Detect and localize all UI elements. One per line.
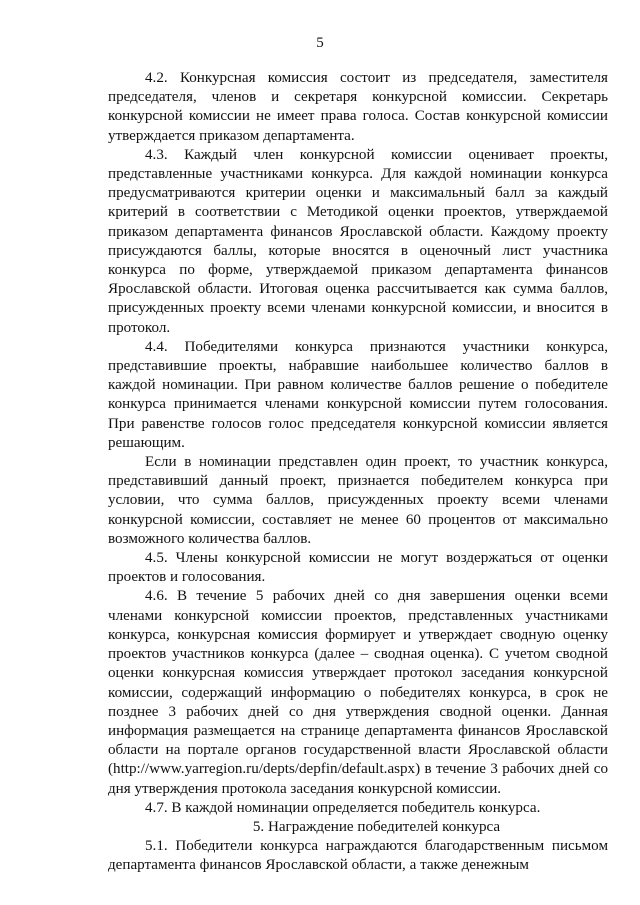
- page-number: 5: [316, 35, 324, 51]
- paragraph-4-2: 4.2. Конкурсная комиссия состоит из председателя, заместителя председателя, членов и секретаря конкурсной комиссии. Секретарь конкурсной комиссии не имеет права голоса. Состав конкурсной комиссии утверждается приказом департамента.: [108, 70, 608, 144]
- section-5-heading: 5. Награждение победителей конкурса: [252, 818, 501, 835]
- paragraph-5-1: 5.1. Победители конкурса награждаются благодарственным письмом департамента финансов Ярославской области, а также денежным: [108, 838, 608, 874]
- paragraph-4-4: 4.4. Победителями конкурса признаются участники конкурса, представившие проекты, набравшие наибольшее количество баллов в каждой номинации. При равном количестве баллов решение о победителе конкурса принимается членами конкурсной комиссии путем голосования. При равенстве голосов голос председателя конкурсной комиссии является решающим.: [108, 338, 608, 451]
- paragraph-4-3: 4.3. Каждый член конкурсной комиссии оценивает проекты, представленные участниками конкурса. Для каждой номинации конкурса предусматриваются критерии оценки и максимальный балл за каждый критерий в соответствии с Методикой оценки проектов, утверждаемой приказом департамента финансов Ярославской области. Каждому проекту присуждаются баллы, которые вносятся в оценочный лист участника конкурса по форме, утверждаемой приказом департамента финансов Ярославской области. Итоговая оценка рассчитывается как сумма баллов, присужденных проекту всеми членами конкурсной комиссии, и вносится в протокол.: [108, 146, 608, 336]
- paragraph-4-5: 4.5. Члены конкурсной комиссии не могут воздержаться от оценки проектов и голосования.: [108, 550, 608, 586]
- paragraph-single-project: Если в номинации представлен один проект, то участник конкурса, представивший данный проект, признается победителем конкурса при условии, что сумма баллов, присужденных проекту всеми членами конкурсной комиссии, составляет не менее 60 процентов от максимально возможного количества баллов.: [108, 454, 608, 547]
- document-body: [108, 69, 608, 876]
- paragraph-4-6: 4.6. В течение 5 рабочих дней со дня завершения оценки всеми членами конкурсной комиссии проектов, представленных участниками конкурса, конкурсная комиссия формирует и утверждает сводную оценку проектов участников конкурса (далее – сводная оценка). С учетом сводной оценки конкурсная комиссия утверждает протокол заседания конкурсной комиссии, содержащий информацию о победителях конкурса, в срок не позднее 3 рабочих дней со дня утверждения сводной оценки. Данная информация размещается на странице департамента финансов Ярославской области на портале органов государственной власти Ярославской области (http://www.yarregion.ru/depts/depfin/default.aspx) в течение 3 рабочих дней со дня утверждения протокола заседания конкурсной комиссии.: [108, 588, 608, 797]
- paragraph-4-7: 4.7. В каждой номинации определяется победитель конкурса.: [145, 799, 541, 816]
